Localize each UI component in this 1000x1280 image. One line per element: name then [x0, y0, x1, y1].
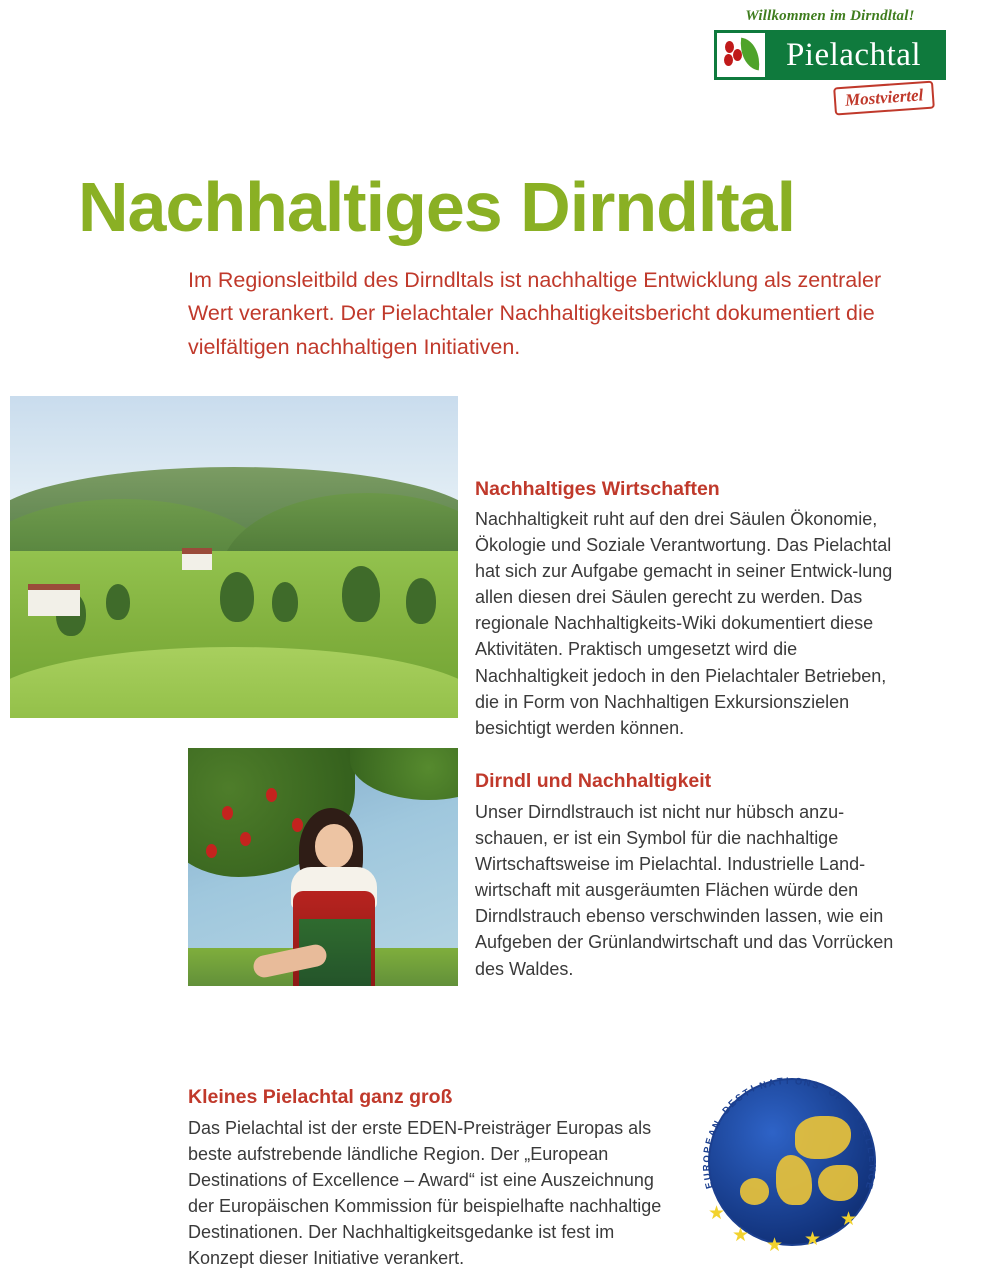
dirndl-berries-icon [717, 33, 765, 77]
eden-arc-text: E U R O P E A N D E S T I N A T I O N S O F E X C E L L E N C E [701, 1076, 878, 1190]
logo-slogan: Willkommen im Dirndltal! [745, 8, 915, 24]
star-icon: ★ [804, 1229, 822, 1250]
logo-wordmark: Pielachtal [785, 36, 922, 73]
logo-stamp: Mostviertel [833, 81, 935, 116]
dirndl-photo [188, 748, 458, 986]
eden-award-logo [692, 1070, 888, 1256]
page-title: Nachhaltiges Dirndltal [78, 167, 796, 246]
star-icon: ★ [708, 1203, 726, 1224]
star-icon: ★ [766, 1235, 784, 1256]
star-icon: ★ [840, 1209, 858, 1230]
landscape-photo [10, 396, 458, 718]
section-title-dirndl: Dirndl und Nachhaltigkeit [475, 770, 712, 793]
star-icon: ★ [732, 1225, 750, 1246]
section-title-wirtschaften: Nachhaltiges Wirtschaften [475, 478, 720, 501]
section-body-eden: Das Pielachtal ist der erste EDEN-Preisträger Europas als beste aufstrebende ländliche Region. Der „European Destinations of Excellence – Award“ ist eine Auszeichnung der Europäischen Kommission für beispielhafte nachhaltige Destinationen. Der Nachhaltigkeitsgedanke ist fest im Konzept dieser Initiative verankert. [188, 1118, 662, 1269]
section-body-wirtschaften: Nachhaltigkeit ruht auf den drei Säulen Ökonomie, Ökologie und Soziale Verantwortung. Das Pielachtal hat sich zur Aufgabe gemacht in seiner Entwick-lung allen diesen drei Säulen gerecht zu werden. Das regionale Nachhaltigkeits-Wiki dokumentiert diese Aktivitäten. Praktisch umgesetzt wird die Nachhaltigkeit jedoch in den Pielachtaler Betrieben, die in Form von Nachhaltigen Exkursionszielen besichtigt werden können. [475, 509, 893, 738]
logo-bar [714, 30, 946, 80]
section-body-dirndl: Unser Dirndlstrauch ist nicht nur hübsch anzu-schauen, er ist ein Symbol für die nachhaltige Wirtschaftsweise im Pielachtal. Industrielle Land-wirtschaft mit ausgeräumten Flächen würde den Dirndlstrauch ebenso verschwinden lassen, wie ein Aufgeben der Grünlandwirtschaft und das Vorrücken des Waldes. [475, 802, 894, 979]
intro-paragraph: Im Regionsleitbild des Dirndltals ist nachhaltige Entwicklung als zentraler Wert verankert. Der Pielachtaler Nachhaltigkeitsbericht dokumentiert die vielfältigen nachhaltigen Initiativen. [188, 267, 882, 360]
section-title-eden: Kleines Pielachtal ganz groß [188, 1086, 453, 1109]
brand-logo [708, 8, 946, 108]
